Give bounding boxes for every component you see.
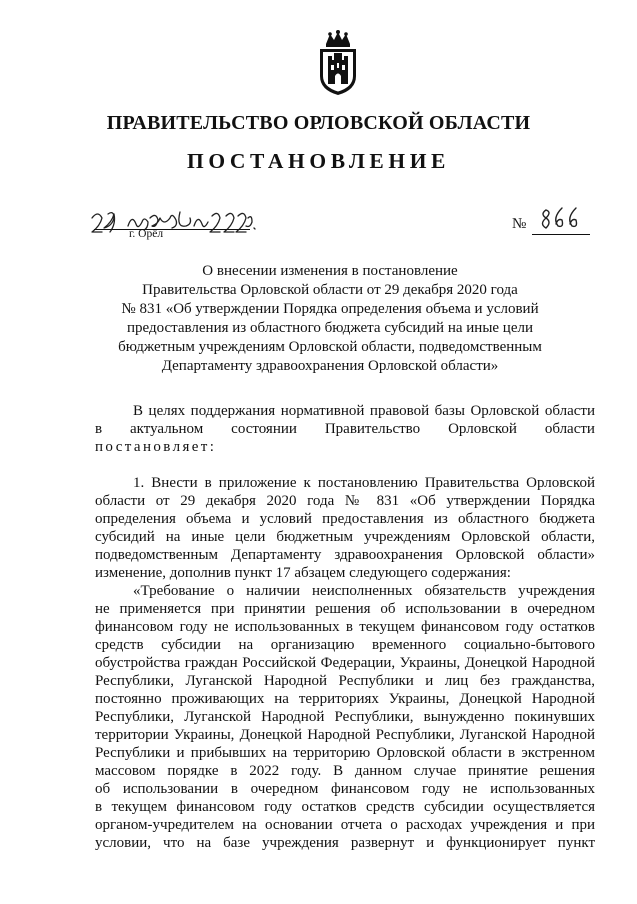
subject-line: № 831 «Об утверждении Порядка определения объема и условий	[121, 301, 539, 317]
preamble-line: В целях поддержания нормативной правовой базы Орловской области	[133, 403, 595, 419]
item-1-line: изменение, дополнив пункт 17 абзацем следующего содержания:	[95, 565, 511, 581]
quote-line: Республики, Луганской Народной Республики, вынужденно покинувших	[95, 709, 595, 725]
quote-line: массовом порядке в 2022 году. В данном случае принятие решения	[95, 763, 595, 779]
preamble-word: Орловской	[448, 421, 517, 437]
date-underline	[94, 229, 250, 230]
preamble-word: в	[95, 421, 103, 437]
preamble-line	[95, 420, 595, 438]
handwritten-date	[88, 204, 258, 240]
government-title: ПРАВИТЕЛЬСТВО ОРЛОВСКОЙ ОБЛАСТИ	[106, 112, 531, 134]
item-1-line: субсидий на иные цели бюджетным учреждениям Орловской области,	[95, 529, 595, 545]
item-1-line: области от 29 декабря 2020 года № 831 «Об утверждении Порядка	[95, 493, 595, 509]
item-1-line: определения объема и условий предоставления из областного бюджета	[95, 511, 595, 527]
subject-line: предоставления из областного бюджета субсидий на иные цели	[126, 320, 534, 336]
subject-line: Правительства Орловской области от 29 декабря 2020 года	[142, 282, 518, 298]
quote-line: Республики и прибывших на территорию Орловской области в экстренном	[95, 745, 595, 761]
preamble-word: Правительство	[324, 421, 421, 437]
item-1-paragraph	[95, 474, 595, 582]
preamble-word: актуальном	[130, 421, 204, 437]
quote-line: средств субсидии на организацию временного социально-бытового	[95, 637, 595, 653]
quote-line: не применяется при принятии решения об использовании в очередном	[95, 601, 595, 617]
quote-line: об использовании в очередном финансовом году не использованных	[95, 781, 595, 797]
preamble-line: постановляет:	[95, 439, 217, 455]
quote-line: «Требование о наличии неисполненных обязательств учреждения	[133, 583, 595, 599]
city-label: г. Орёл	[129, 228, 164, 240]
number-label: №	[512, 216, 527, 232]
item-1-line: подведомственным Департаменту здравоохранения Орловской области»	[95, 547, 595, 563]
quote-line: Республики, Луганской Народной Республики и лиц без гражданства,	[95, 673, 595, 689]
quote-line: территории Украины, Донецкой Народной Республики, Луганской Народной	[95, 727, 595, 743]
handwritten-number	[536, 204, 582, 234]
quote-line: органом-учредителем на основании отчета о расходах учреждения и при	[95, 817, 595, 833]
quote-line: постоянно проживающих на территориях Украины, Донецкой Народной	[95, 691, 595, 707]
item-1-line: 1. Внести в приложение к постановлению Правительства Орловской	[133, 475, 595, 491]
subject-line: бюджетным учреждениям Орловской области, подведомственным	[118, 339, 542, 355]
document-type-title: ПОСТАНОВЛЕНИЕ	[187, 149, 450, 173]
preamble-paragraph	[95, 402, 595, 456]
quoted-paragraph	[95, 582, 595, 852]
coat-of-arms-icon	[316, 30, 360, 96]
subject-line: О внесении изменения в постановление	[202, 263, 458, 279]
quote-line: условии, что на базе учреждения развернут и функционирует пункт	[95, 835, 595, 851]
preamble-word: области	[544, 421, 595, 437]
preamble-word: состоянии	[231, 421, 297, 437]
quote-line: обустройства граждан Российской Федерации, Украины, Донецкой Народной	[95, 655, 595, 671]
subject-line: Департаменту здравоохранения Орловской области»	[161, 358, 499, 374]
number-underline	[532, 234, 590, 235]
quote-line: финансовом году не использованных в текущем финансовом году остатков	[95, 619, 595, 635]
subject-block	[95, 262, 565, 376]
quote-line: в текущем финансовом году остатков средств субсидии осуществляется	[95, 799, 595, 815]
